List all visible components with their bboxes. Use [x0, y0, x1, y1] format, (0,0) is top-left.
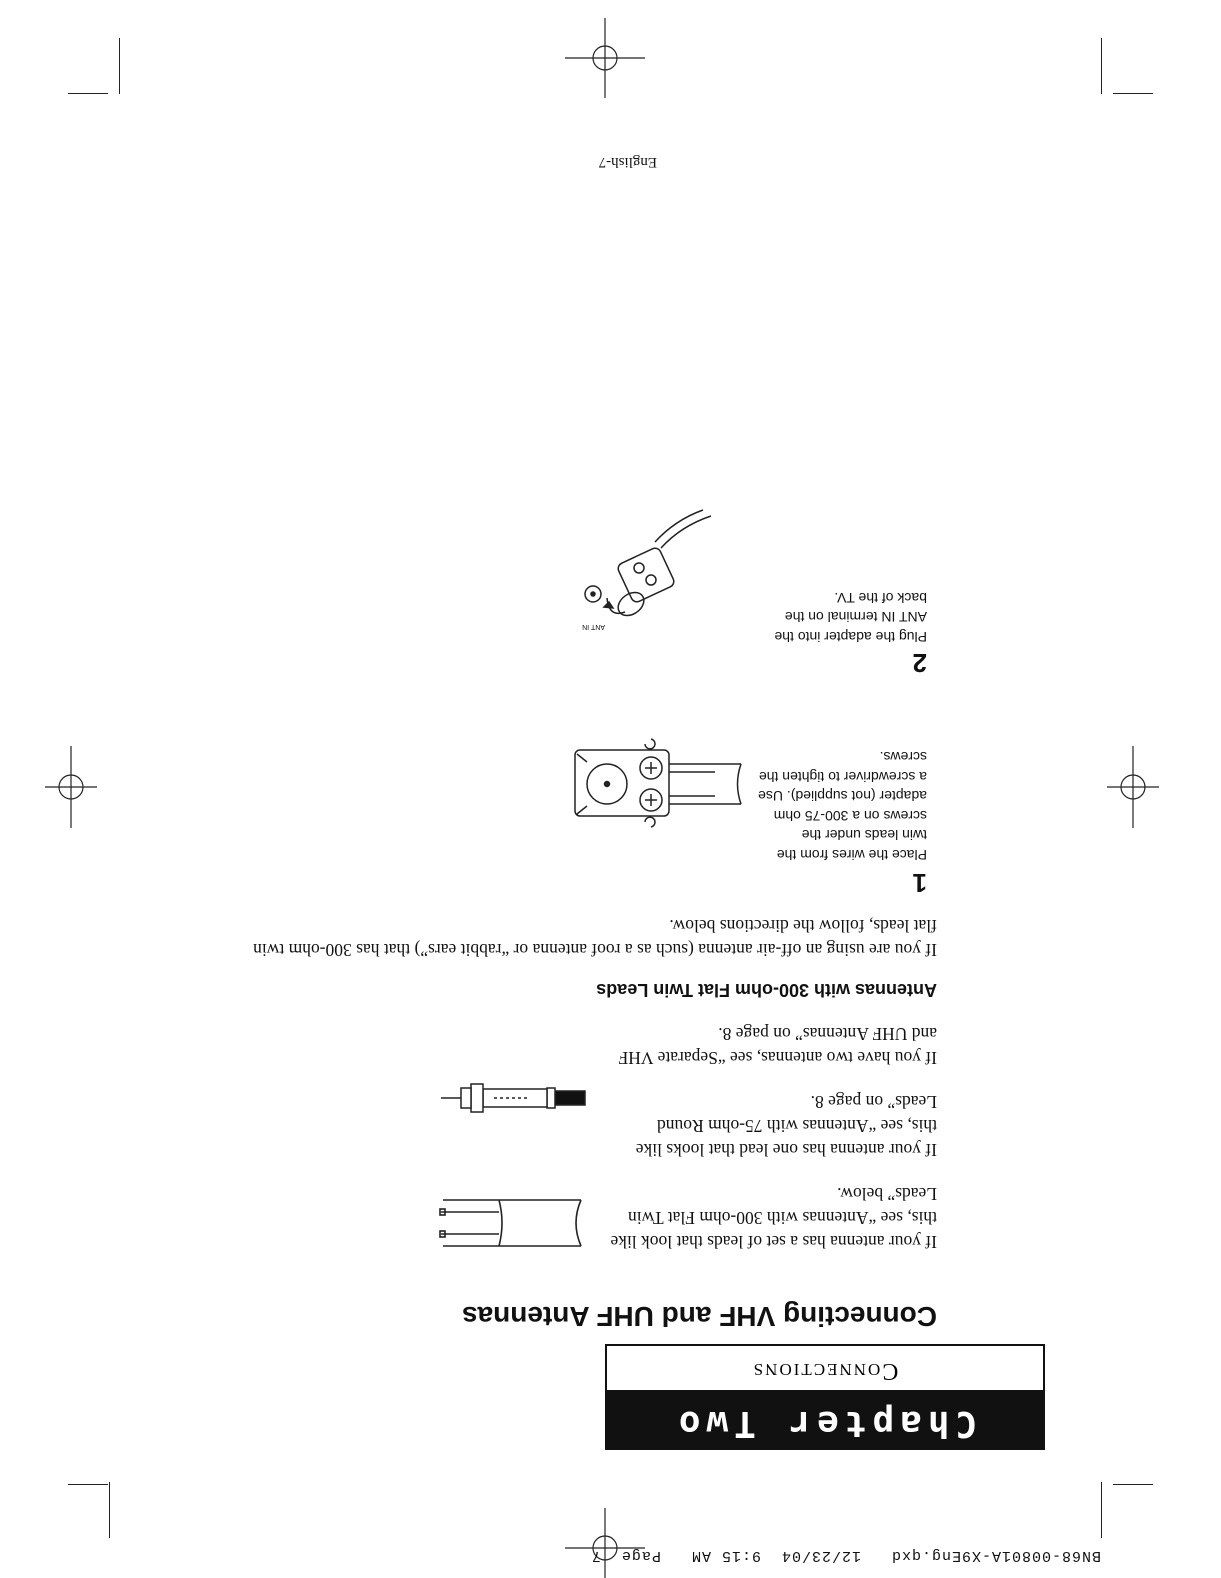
coaxial-round-lead-illustration — [439, 1076, 587, 1116]
chapter-subtitle: Connections — [751, 1358, 899, 1384]
subsection-heading: Antennas with 300-ohm Flat Twin Leads — [596, 980, 937, 1000]
step-1-text: Place the wires from the twin leads under the screws on a 300-75 ohm adapter (not supplied). Use a screwdriver to tighten the screws. — [758, 749, 927, 863]
step-2-number: 2 — [912, 648, 927, 678]
adapter-screw-illustration — [553, 738, 743, 830]
step-1-number: 1 — [912, 868, 927, 898]
flat-twin-lead-illustration — [438, 1192, 583, 1250]
intro-paragraph: If you are using an off-air antenna (such as a roof antenna or “rabbit ears”) that has 300-ohm twin flat leads, follow the directions below. — [253, 916, 937, 960]
ant-in-terminal-label: ANT IN — [582, 623, 605, 630]
chapter-title: Chapter Two — [672, 1403, 978, 1444]
print-slug: BN68-00801A-X9Eng.qxd 12/23/04 9:15 AM Page 7 — [590, 1547, 1101, 1564]
two-antennas-paragraph: If you have two antennas, see “Separate VHF and UHF Antennas” on page 8. — [618, 1024, 937, 1068]
flat-leads-paragraph: If your antenna has a set of leads that look like this, see “Antennas with 300-ohm Flat Twin Leads” below. — [610, 1184, 937, 1252]
ant-in-connection-illustration — [571, 498, 721, 638]
section-heading: Connecting VHF and UHF Antennas — [462, 1301, 937, 1332]
round-lead-paragraph: If your antenna has one lead that looks like this, see “Antennas with 75-ohm Round Leads” on page 8. — [635, 1092, 937, 1160]
step-2-text: Plug the adapter into the ANT IN terminal on the back of the TV. — [774, 590, 927, 645]
chapter-header — [605, 1344, 1045, 1450]
page-number-label: English-7 — [598, 154, 657, 170]
